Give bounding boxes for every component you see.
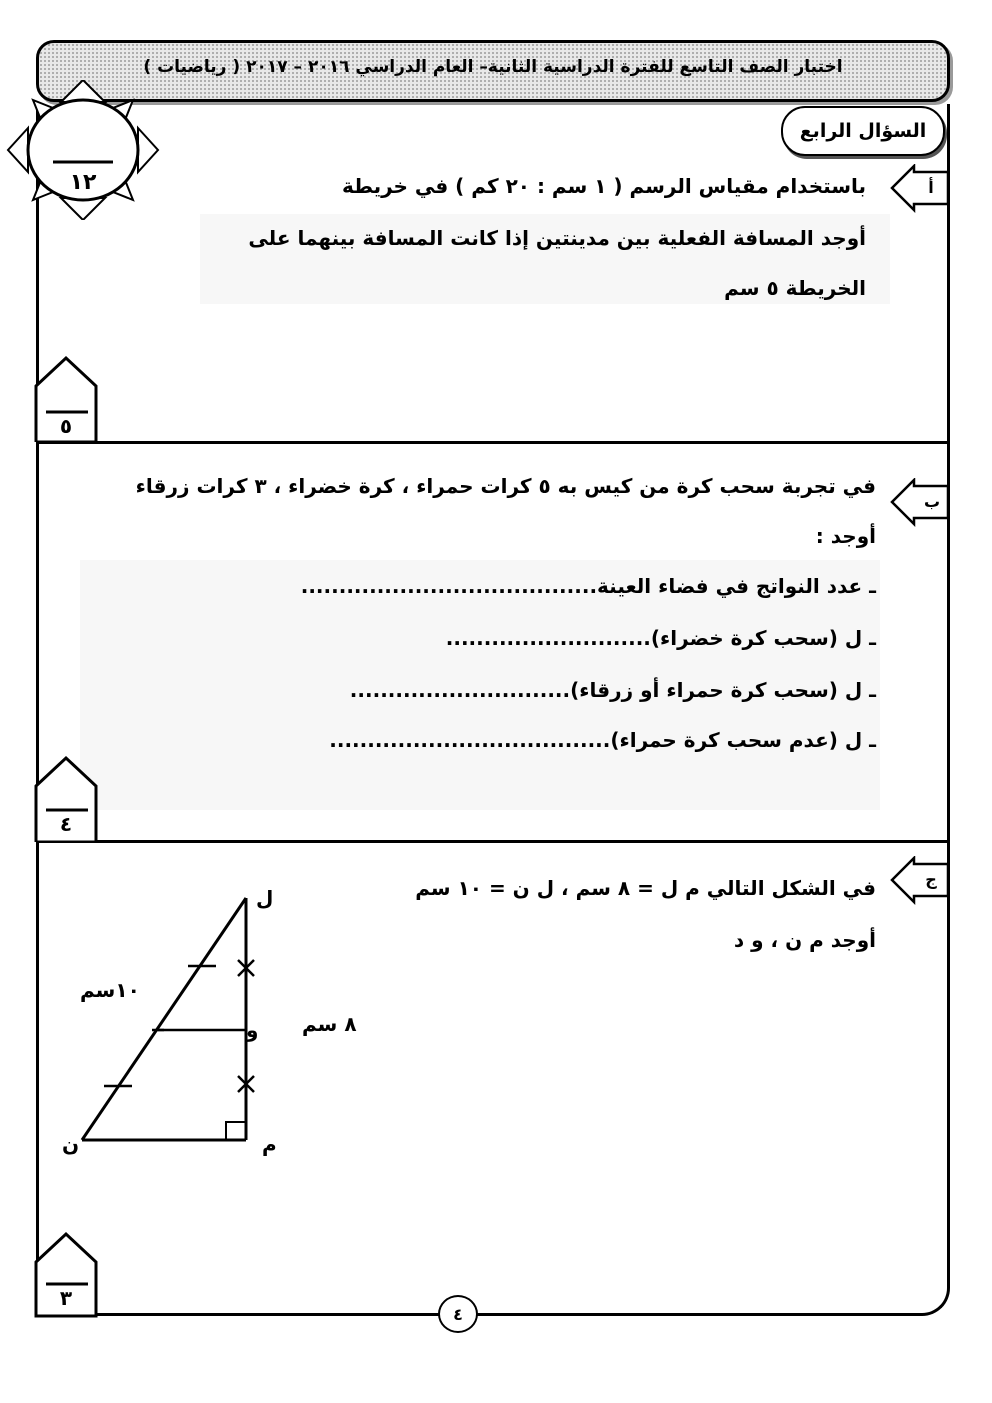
part-b-item-3: ـ ل (سحب كرة حمراء أو زرقاء)............................. bbox=[349, 678, 876, 702]
label-hypotenuse: ١٠سم bbox=[80, 978, 140, 1002]
vertex-l: ل bbox=[256, 886, 274, 910]
part-b-item-4: ـ ل (عدم سحب كرة حمراء)..................................... bbox=[329, 728, 876, 752]
part-c-score: ٣ bbox=[59, 1286, 73, 1310]
section-divider bbox=[36, 441, 950, 444]
part-b-label-arrow bbox=[888, 478, 950, 528]
part-b-item-1: ـ عدد النواتج في فضاء العينة....................................... bbox=[300, 574, 876, 598]
part-b-intro: في تجربة سحب كرة من كيس به ٥ كرات حمراء ، كرة خضراء ، ٣ كرات زرقاء bbox=[135, 474, 876, 498]
vertex-m: م bbox=[262, 1132, 277, 1156]
part-c-label-arrow bbox=[888, 856, 950, 906]
part-a-label: أ bbox=[928, 178, 934, 197]
total-score-badge bbox=[0, 80, 170, 220]
vertex-w: و bbox=[246, 1018, 259, 1042]
question-title: السؤال الرابع bbox=[781, 106, 945, 156]
section-divider bbox=[36, 840, 950, 843]
part-b-item-2: ـ ل (سحب كرة خضراء)........................... bbox=[445, 626, 876, 650]
part-c-line-1: في الشكل التالي م ل = ٨ سم ، ل ن = ١٠ سم bbox=[415, 876, 876, 900]
part-b-find: أوجد : bbox=[815, 524, 876, 548]
part-a-score: ٥ bbox=[59, 414, 73, 438]
part-a-label-arrow bbox=[888, 164, 950, 214]
part-a-line-2: أوجد المسافة الفعلية بين مدينتين إذا كانت المسافة بينهما على bbox=[248, 226, 866, 250]
part-c-label: ج bbox=[925, 870, 937, 889]
part-a-line-3: الخريطة ٥ سم bbox=[724, 276, 866, 300]
part-b-label: ب bbox=[924, 492, 941, 511]
part-c-line-2: أوجد م ن ، و د bbox=[733, 928, 876, 952]
part-a-line-1: باستخدام مقياس الرسم ( ١ سم : ٢٠ كم ) في خريطة bbox=[341, 174, 866, 198]
total-score: ١٢ bbox=[69, 170, 97, 195]
vertex-n: ن bbox=[62, 1132, 80, 1156]
label-side: ٨ سم bbox=[302, 1012, 357, 1036]
page-number: ٤ bbox=[438, 1295, 478, 1333]
part-b-score: ٤ bbox=[59, 812, 73, 836]
exam-title: اختبار الصف التاسع للفترة الدراسية الثانية– العام الدراسي ٢٠١٦ – ٢٠١٧ ( رياضيات ) bbox=[143, 57, 843, 77]
header-bar bbox=[36, 40, 950, 102]
